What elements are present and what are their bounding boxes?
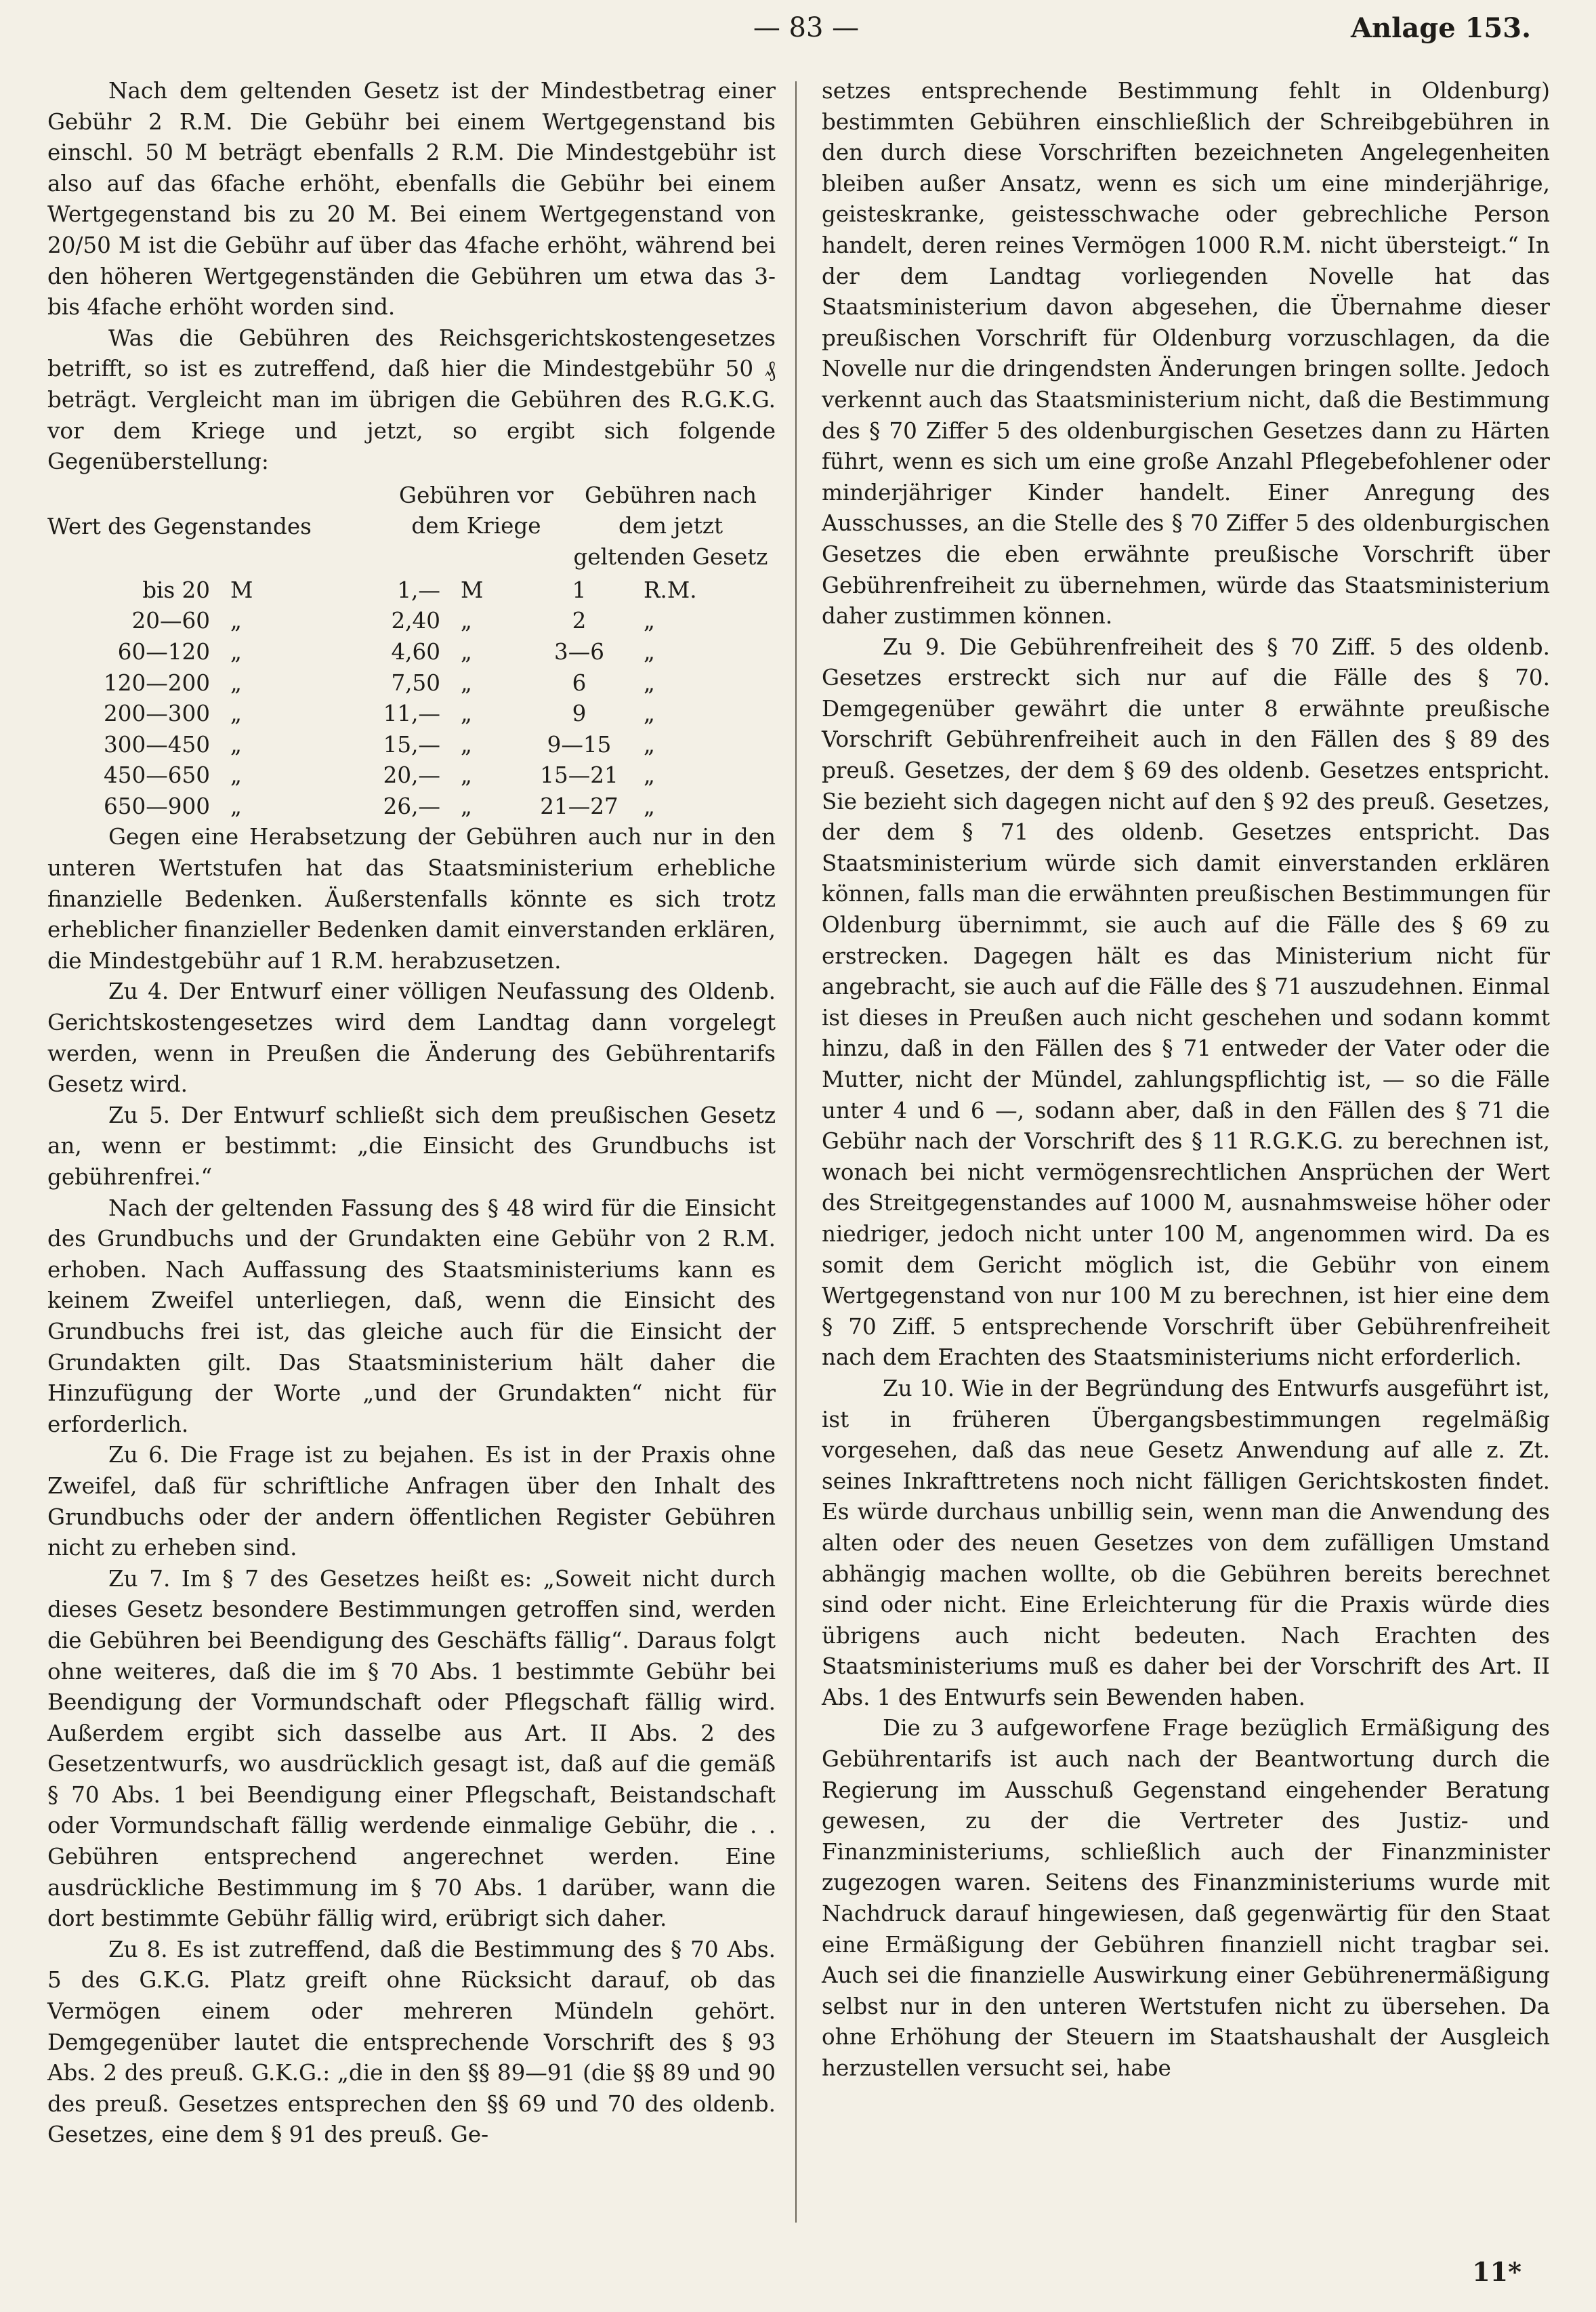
fee-current: 1 (572, 577, 587, 603)
value-range: 450—650 (104, 762, 210, 789)
fee-current-unit: „ (644, 731, 655, 758)
table-row (75, 668, 718, 699)
page-number: — 83 — (753, 12, 860, 43)
value-range: bis 20 (142, 577, 210, 603)
paragraph: Nach der geltenden Fassung des § 48 wird für die Einsicht des Grundbuchs und der Grundakten eine Gebühr von 2 R.M. erhoben. Nach Auffassung des Staatsministeriums kann es keinem Zweifel unterliegen, daß, wenn die Einsicht des Grundbuchs frei ist, das gleiche auch für die Einsicht der Grundakten gilt. Das Staatsministerium hält daher die Hinzufügung der Worte „und der Grundakten“ nicht für erforderlich. (47, 1195, 776, 1437)
fee-before-unit: „ (461, 638, 472, 665)
page-header (0, 12, 1596, 53)
table-row (75, 760, 718, 791)
value-unit: „ (230, 669, 242, 696)
fee-before-unit: „ (461, 731, 472, 758)
value-range: 300—450 (104, 731, 210, 758)
fee-current: 6 (572, 669, 587, 696)
value-unit: „ (230, 608, 242, 634)
paragraph: Die zu 3 aufgeworfene Frage bezüglich Ermäßigung des Gebührentarifs ist auch nach der Beantwortung durch die Regierung im Ausschuß Gegenstand eingehender Beratung gewesen, zu der die Vertreter des Justiz- und Finanzministeriums, schließlich auch der Finanzminister zugezogen waren. Seitens des Finanzministeriums wurde mit Nachdruck darauf hingewiesen, daß gegenwärtig für den Staat eine Ermäßigung der Gebühren finanziell nicht tragbar sei. Auch sei die finanzielle Auswirkung einer Gebührenermäßigung selbst nur in den unteren Wertstufen nicht zu übersehen. Da ohne Erhöhung der Steuern im Staatshaushalt der Ausgleich herzustellen versucht sei, habe (822, 1715, 1550, 2081)
paragraph: Gegen eine Herabsetzung der Gebühren auch nur in den unteren Wertstufen hat das Staatsministerium erhebliche finanzielle Bedenken. Äußerstenfalls könnte es sich trotz erheblicher finanzieller Bedenken damit einverstanden erklären, die Mindestgebühr auf 1 R.M. herabzusetzen. (47, 824, 776, 974)
paragraph: Nach dem geltenden Gesetz ist der Mindestbetrag einer Gebühr 2 R.M. Die Gebühr bei einem Wertgegenstand bis einschl. 50 M beträgt ebenfalls 2 R.M. Die Mindestgebühr ist also auf das 6fache erhöht, ebenfalls die Gebühr bei einem Wertgegenstand bis zu 20 M. Bei einem Wertgegenstand von 20/50 M ist die Gebühr auf über das 4fache erhöht, während bei den höheren Wertgegenständen die Gebühren um etwa das 3- bis 4fache erhöht worden sind. (47, 78, 776, 321)
fee-before-war: 26,— (383, 793, 440, 819)
paragraph: Zu 7. Im § 7 des Gesetzes heißt es: „Soweit nicht durch dieses Gesetz besondere Bestimmungen getroffen sind, werden die Gebühren bei Beendigung des Geschäfts fällig“. Daraus folgt ohne weiteres, daß die im § 70 Abs. 1 bestimmte Gebühr bei Beendigung der Vormundschaft oder Pflegschaft fällig wird. Außerdem ergibt sich dasselbe aus Art. II Abs. 2 des Gesetzentwurfs, wo ausdrücklich gesagt ist, daß auf die gemäß § 70 Abs. 1 bei Beendigung einer Pflegschaft, Beistandschaft oder Vormundschaft fällig werdende einmalige Gebühr, die . . Gebühren entsprechend angerechnet werden. Eine ausdrückliche Bestimmung im § 70 Abs. 1 darüber, wann die dort bestimmte Gebühr fällig wird, erübrigt sich daher. (47, 1565, 776, 1932)
value-range: 200—300 (104, 701, 210, 727)
header-object-value: Wert des Gegenstandes (47, 513, 312, 539)
value-range: 650—900 (104, 793, 210, 819)
value-unit: „ (230, 638, 242, 665)
fee-before-unit: „ (461, 793, 472, 819)
value-unit: M (230, 577, 253, 603)
fee-before-unit: „ (461, 762, 472, 789)
paragraph: Zu 9. Die Gebührenfreiheit des § 70 Ziff. 5 des oldenb. Gesetzes erstreckt sich nur auf die Fälle des § 70. Demgegenüber gewährt die unter 8 erwähnte preußische Vorschrift Gebührenfreiheit auch in den Fällen des § 89 des preuß. Gesetzes, der dem § 69 des oldenb. Gesetzes entspricht. Sie bezieht sich dagegen nicht auf den § 92 des preuß. Gesetzes, der dem § 71 des oldenb. Gesetzes entspricht. Das Staatsministerium würde sich damit einverstanden erklären können, falls man die erwähnten preußischen Bestimmungen für Oldenburg übernimmt, sie auch auf die Fälle des § 69 zu erstrecken. Dagegen hält es das Ministerium nicht für angebracht, sie auch auf die Fälle des § 71 auszudehnen. Einmal ist dieses in Preußen auch nicht geschehen und sodann kommt hinzu, daß in den Fällen des § 71 entweder der Vater oder die Mutter, nicht der Mündel, zahlungspflichtig ist, — so die Fälle unter 4 und 6 —, sodann aber, daß in den Fällen des § 71 die Gebühr nach der Vorschrift des § 11 R.G.K.G. zu berechnen ist, wonach bei nicht vermögensrechtlichen Ansprüchen der Wert des Streitgegenstandes auf 1000 M, ausnahmsweise höher oder niedriger, jedoch nicht unter 100 M, angenommen wird. Da es somit dem Gericht möglich ist, die Gebühr von einem Wertgegenstand von nur 100 M zu berechnen, ist hier eine dem § 70 Ziff. 5 entsprechende Vorschrift über Gebührenfreiheit nach dem Erachten des Staatsministeriums nicht erforderlich. (822, 634, 1550, 1371)
fee-current-unit: „ (644, 608, 655, 634)
fee-before-war: 11,— (383, 701, 440, 727)
fee-table-header (47, 480, 776, 575)
paragraph: Zu 6. Die Frage ist zu bejahen. Es ist in der Praxis ohne Zweifel, daß für schriftliche Anfragen über den Inhalt des Grundbuchs oder der andern öffentlichen Register Gebühren nicht zu erheben sind. (47, 1442, 776, 1561)
fee-before-war: 7,50 (391, 669, 440, 696)
fee-before-war: 20,— (383, 762, 440, 789)
fee-before-unit: M (461, 577, 484, 603)
fee-current: 3—6 (553, 638, 605, 665)
table-row (75, 637, 718, 668)
right-column (822, 76, 1550, 2084)
fee-before-war: 15,— (383, 731, 440, 758)
fee-current-unit: „ (644, 762, 655, 789)
value-unit: „ (230, 762, 242, 789)
table-row (75, 791, 718, 823)
fee-current-unit: R.M. (644, 577, 697, 603)
signature-mark: 11* (1472, 2256, 1521, 2287)
value-unit: „ (230, 731, 242, 758)
fee-before-war: 1,— (397, 577, 440, 603)
fee-before-war: 2,40 (391, 608, 440, 634)
paragraph: Zu 8. Es ist zutreffend, daß die Bestimmung des § 70 Abs. 5 des G.K.G. Platz greift ohne Rücksicht darauf, ob das Vermögen einem oder mehreren Mündeln gehört. Demgegenüber lautet die entsprechende Vorschrift des § 93 Abs. 2 des preuß. G.K.G.: „die in den §§ 89—91 (die §§ 89 und 90 des preuß. Gesetzes entsprechen den §§ 69 und 70 des oldenb. Gesetzes, eine dem § 91 des preuß. Ge- (47, 1936, 776, 2148)
table-row (75, 575, 718, 606)
paragraph: Was die Gebühren des Reichsgerichtskostengesetzes betrifft, so ist es zutreffend, daß hier die Mindestgebühr 50 ₰ beträgt. Vergleicht man im übrigen die Gebühren des R.G.K.G. vor dem Kriege und jetzt, so ergibt sich folgende Gegenüberstellung: (47, 325, 776, 475)
value-unit: „ (230, 701, 242, 727)
fee-current: 2 (572, 608, 587, 634)
value-unit: „ (230, 793, 242, 819)
paragraph: Zu 5. Der Entwurf schließt sich dem preußischen Gesetz an, wenn er bestimmt: „die Einsicht des Grundbuchs ist gebührenfrei.“ (47, 1102, 776, 1190)
fee-before-unit: „ (461, 608, 472, 634)
fee-current-unit: „ (644, 701, 655, 727)
paragraph: Zu 4. Der Entwurf einer völligen Neufassung des Oldenb. Gerichtskostengesetzes wird dem Landtag dann vorgelegt werden, wenn in Preußen die Änderung des Gebührentarifs Gesetz wird. (47, 978, 776, 1098)
appendix-label: Anlage 153. (1351, 12, 1531, 44)
fee-comparison-table (75, 575, 718, 823)
header-before-war: Gebühren vor dem Kriege (399, 482, 553, 539)
fee-before-unit: „ (461, 669, 472, 696)
left-column (47, 76, 776, 2151)
fee-current-unit: „ (644, 669, 655, 696)
fee-current: 9—15 (547, 731, 612, 758)
fee-before-war: 4,60 (391, 638, 440, 665)
table-row (75, 699, 718, 730)
header-current-law: Gebühren nach dem jetzt geltenden Gesetz (573, 482, 768, 570)
fee-current: 9 (572, 701, 587, 727)
column-divider (795, 81, 797, 2223)
table-row (75, 606, 718, 637)
fee-current: 15—21 (540, 762, 618, 789)
paragraph: Zu 10. Wie in der Begründung des Entwurfs ausgeführt ist, ist in früheren Übergangsbestimmungen regelmäßig vorgesehen, daß das neue Gesetz Anwendung auf alle z. Zt. seines Inkrafttretens noch nicht fälligen Gerichtskosten findet. Es würde durchaus unbillig sein, wenn man die Anwendung des alten oder des neuen Gesetzes von dem zufälligen Umstand abhängig machen wollte, ob die Gebühren bereits berechnet sind oder nicht. Eine Erleichterung für die Praxis würde dies übrigens auch nicht bedeuten. Nach Erachten des Staatsministeriums muß es daher bei der Vorschrift des Art. II Abs. 1 des Entwurfs sein Bewenden haben. (822, 1375, 1550, 1710)
fee-current-unit: „ (644, 793, 655, 819)
paragraph: setzes entsprechende Bestimmung fehlt in Oldenburg) bestimmten Gebühren einschließlich der Schreibgebühren in den durch diese Vorschriften bezeichneten Angelegenheiten bleiben außer Ansatz, wenn es sich um eine minderjährige, geisteskranke, geistesschwache oder gebrechliche Person handelt, deren reines Vermögen 1000 R.M. nicht übersteigt.“ In der dem Landtag vorliegenden Novelle hat das Staatsministerium davon abgesehen, die Übernahme dieser preußischen Vorschrift für Oldenburg vorzuschlagen, da die Novelle nur die dringendsten Änderungen bringen sollte. Jedoch verkennt auch das Staatsministerium nicht, daß die Bestimmung des § 70 Ziffer 5 des oldenburgischen Gesetzes dann zu Härten führt, wenn es sich um eine große Anzahl Pflegebefohlener oder minderjähriger Kinder handelt. Einer Anregung des Ausschusses, an die Stelle des § 70 Ziffer 5 des oldenburgischen Gesetzes die eben erwähnte preußische Vorschrift über Gebührenfreiheit zu übernehmen, würde das Staatsministerium daher zustimmen können. (822, 78, 1550, 629)
fee-current: 21—27 (540, 793, 618, 819)
value-range: 20—60 (131, 608, 210, 634)
value-range: 120—200 (104, 669, 210, 696)
fee-current-unit: „ (644, 638, 655, 665)
table-row (75, 730, 718, 761)
fee-before-unit: „ (461, 701, 472, 727)
value-range: 60—120 (117, 638, 210, 665)
